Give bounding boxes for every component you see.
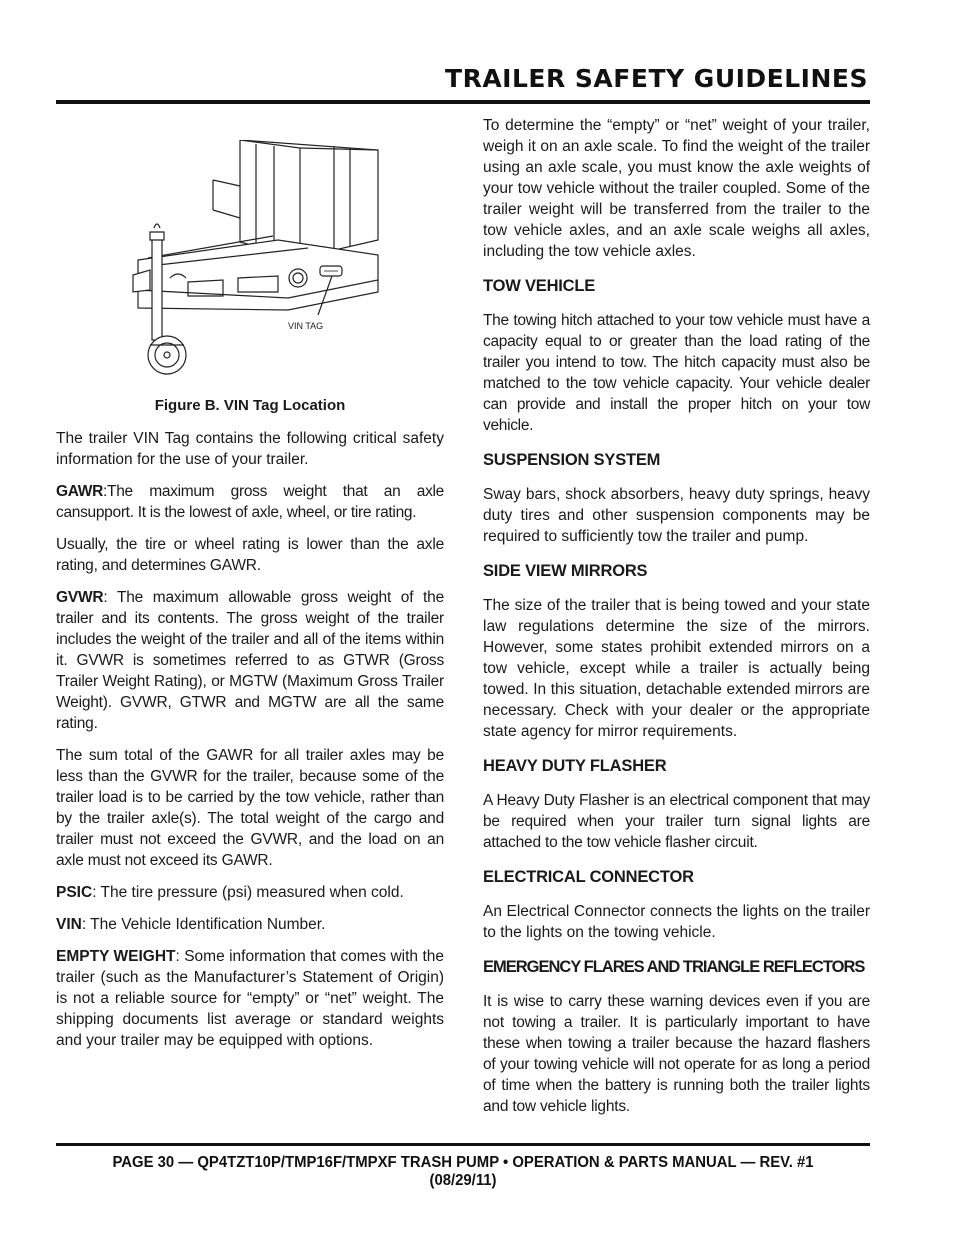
- empty-weight-term: EMPTY WEIGHT: [56, 948, 176, 965]
- gawr-text: :The maximum gross weight that an axle cansupport. It is the lowest of axle, wheel, or tire rating.: [56, 483, 444, 521]
- section-heading-flares: EMERGENCY FLARES AND TRIANGLE REFLECTORS: [483, 958, 865, 976]
- section-heading-connector: ELECTRICAL CONNECTOR: [483, 868, 694, 886]
- gvwr-text: : The maximum allowable gross weight of the trailer and its contents. The gross weight of the trailer includes the weight of the trailer and all of the items within it. GVWR is sometimes referred to as GTWR (Gross Trailer Weight Rating), or MGTW (Maximum Gross Trailer Weight). GVWR, GTWR and MGTW are all the same rating.: [56, 589, 444, 732]
- empty-weight-text: : Some information that comes with the trailer (such as the Manufacturer’s Statement of Origin) is not a reliable source for “empty” or “net” weight. The shipping documents list average or standard weights and your trailer may be equipped with options.: [56, 948, 444, 1049]
- page-footer: PAGE 30 — QP4TZT10P/TMP16F/TMPXF TRASH PUMP • OPERATION & PARTS MANUAL — REV. #1 (08/29/11): [112, 1154, 814, 1189]
- section-body-flares: It is wise to carry these warning devices even if you are not towing a trailer. It is particularly important to have these when towing a trailer because the hazard flashers of your towing vehicle will not operate for as long a period of time when the battery is running both the trailer lights and tow vehicle lights.: [483, 993, 870, 1115]
- section-body-flasher: A Heavy Duty Flasher is an electrical component that may be required when your trailer turn signal lights are attached to the tow vehicle flasher circuit.: [483, 792, 870, 851]
- section-heading-suspension: SUSPENSION SYSTEM: [483, 451, 661, 469]
- vin-text: : The Vehicle Identification Number.: [81, 916, 326, 933]
- section-heading-flasher: HEAVY DUTY FLASHER: [483, 757, 667, 775]
- page-title: TRAILER SAFETY GUIDELINES: [445, 64, 868, 93]
- header-rule: [56, 100, 870, 104]
- psic-text: : The tire pressure (psi) measured when cold.: [92, 884, 404, 901]
- usually-paragraph: Usually, the tire or wheel rating is lower than the axle rating, and determines GAWR.: [56, 536, 444, 574]
- section-heading-tow-vehicle: TOW VEHICLE: [483, 277, 596, 295]
- section-body-suspension: Sway bars, shock absorbers, heavy duty springs, heavy duty tires and other suspension components may be required to sufficiently tow the trailer and pump.: [483, 486, 870, 545]
- gvwr-definition: [56, 587, 444, 734]
- figure-caption: Figure B. VIN Tag Location: [154, 397, 346, 414]
- vin-term: VIN: [56, 916, 82, 933]
- vin-intro-paragraph: The trailer VIN Tag contains the following critical safety information for the use of your trailer.: [56, 430, 444, 468]
- psic-term: PSIC: [56, 884, 93, 901]
- left-column: [56, 428, 444, 1062]
- section-body-mirrors: The size of the trailer that is being towed and your state law regulations determine the size of the mirrors. However, some states prohibit extended mirrors on a tow vehicle, except while a trailer is actually being towed. In this situation, detachable extended mirrors are necessary. Check with your dealer or the appropriate state agency for mirror requirements.: [483, 597, 870, 740]
- gawr-definition: [56, 481, 444, 523]
- right-column: [483, 115, 870, 1128]
- vin-tag-callout-label: VIN TAG: [288, 321, 324, 331]
- net-weight-paragraph: To determine the “empty” or “net” weight of your trailer, weigh it on an axle scale. To find the weight of the trailer using an axle scale, you must know the axle weights of your tow vehicle without the trailer coupled. Some of the trailer weight will be transferred from the trailer to the tow vehicle axles, and an axle scale weighs all axles, including the tow vehicle axles.: [483, 117, 870, 260]
- gvwr-term: GVWR: [56, 589, 104, 606]
- sum-total-paragraph: The sum total of the GAWR for all trailer axles may be less than the GVWR for the trailer, because some of the trailer load is to be carried by the tow vehicle, rather than by the trailer axle(s). The total weight of the cargo and trailer must not exceed the GVWR, and the load on an axle must not exceed its GAWR.: [56, 747, 444, 869]
- section-body-connector: An Electrical Connector connects the lights on the trailer to the lights on the towing vehicle.: [483, 903, 870, 941]
- psic-definition: [56, 882, 444, 903]
- footer-rule: [56, 1143, 870, 1146]
- gawr-term: GAWR: [56, 483, 104, 500]
- vin-definition: [56, 914, 444, 935]
- vin-tag-illustration: [128, 140, 388, 380]
- empty-weight-definition: [56, 946, 444, 1051]
- section-heading-mirrors: SIDE VIEW MIRRORS: [483, 562, 648, 580]
- section-body-tow-vehicle: The towing hitch attached to your tow vehicle must have a capacity equal to or greater than the load rating of the trailer you intend to tow. The hitch capacity must also be matched to the tow vehicle capacity. Your vehicle dealer can provide and install the proper hitch on your tow vehicle.: [483, 312, 870, 434]
